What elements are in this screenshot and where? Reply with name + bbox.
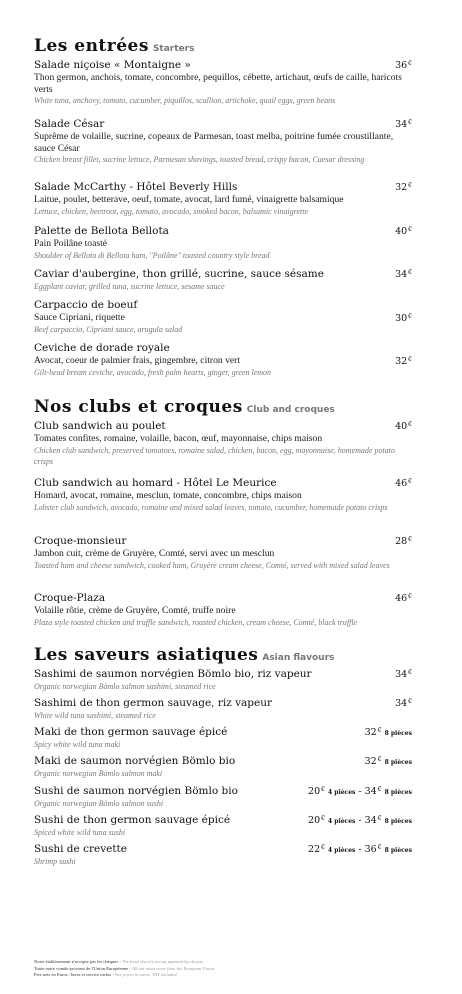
price-salade-nicoise: 36€ [395,60,412,71]
price-sushi-saumon: 20€ 4 pièces - 34€ 8 pièces [308,786,412,797]
item-name: Sushi de crevette [34,843,127,855]
item-description-fr: Avocat, coeur de palmier frais, gingembre, citron vert [34,355,241,366]
item-name: Sushi de thon germon sauvage épicé [34,814,231,826]
footer-notes [34,959,414,979]
price-palette-bellota: 40€ [395,226,412,237]
item-description-en: Spicy white wild tuna maki [34,740,121,749]
item-name: Salade niçoise « Montaigne » [34,59,191,71]
item-description-en: Organic norwegian Bömlo salmon maki [34,769,163,778]
section-heading: Les entrées [34,36,149,56]
footer-line: Notre établissement n'accepte pas les chèques - The hotel doesn't accept payment by cheque. [34,959,204,964]
item-description-en: White tuna, anchovy, tomato, cucumber, piquillos, scallion, artichoke, quail eggs, green beans [34,96,336,105]
item-name: Sashimi de thon germon sauvage, riz vapeur [34,697,272,709]
item-name: Sushi de saumon norvégien Bömlo bio [34,785,238,797]
section-subtitle: Asian flavours [262,653,335,663]
item-name: Club sandwich au poulet [34,420,166,432]
item-description-fr: Sauce Cipriani, riquette [34,312,125,323]
price-maki-saumon: 32€ 8 pièces [364,756,412,767]
menu-item-maki-thon [34,726,414,750]
section-heading: Nos clubs et croques [34,397,243,417]
menu-item-palette-bellota [34,225,414,261]
item-name: Caviar d'aubergine, thon grillé, sucrine, sauce sésame [34,268,324,280]
menu-item-club-homard [34,477,414,513]
menu-item-salade-mccarthy [34,181,414,217]
menu-item-sashimi-thon [34,697,414,721]
item-description-en: Beef carpaccio, Cipriani sauce, arugula salad [34,324,183,334]
item-description-fr: Thon germon, anchois, tomate, concombre, pequillos, cébette, artichaut, œufs de caille, haricots verts [34,72,402,95]
menu-item-croque-monsieur [34,535,414,571]
item-name: Salade César [34,118,105,130]
price-sashimi-saumon: 34€ [395,669,412,680]
item-description-en: Organic norwegian Bömlo salmon sushi [34,799,164,808]
footer-line: Prix nets en Euros. Taxes et service inclus - Net prices in euros. VAT included. [34,972,178,978]
item-description-en: Lobster club sandwich, avocado, romaine and mixed salad leaves, tomato, cucumber, homemade potato crisps [34,502,388,512]
menu-item-salade-cesar [34,118,414,165]
item-description-en: Toasted ham and cheese sandwich, cooked ham, Gruyère cream cheese, Comté, served with mixed salad leaves [34,560,390,570]
footer-line: Toute notre viande provient de l'Union Européenne - All our meat come from the European Union. [34,965,216,971]
menu-item-club-poulet [34,420,414,467]
item-description-fr: Tomates confites, romaine, volaille, bacon, œuf, mayonnaise, chips maison [34,433,323,444]
section-title-asiatiques [34,645,334,665]
item-description-en: Lettuce, chicken, beetroot, egg, tomato, avocado, smoked bacon, balsamic vinaigrette [34,206,308,216]
item-description-fr: Homard, avocat, romaine, mesclun, tomate, concombre, chips maison [34,490,302,501]
item-name: Sashimi de saumon norvégien Bömlo bio, riz vapeur [34,668,312,680]
item-description-en: Organic norwegian Bömlo salmon sashimi, steamed rice [34,682,216,691]
item-description-en: White wild tuna sashimi, steamed rice [34,711,156,720]
menu-item-carpaccio [34,299,414,335]
item-description-fr: Jambon cuit, crème de Gruyère, Comté, servi avec un mesclun [34,548,275,559]
section-title-entrees [34,36,194,56]
menu-item-croque-plaza [34,592,414,628]
price-sashimi-thon: 34€ [395,698,412,709]
item-name: Palette de Bellota Bellota [34,225,169,237]
menu-item-salade-nicoise [34,59,414,106]
item-name: Croque-Plaza [34,592,106,604]
item-description-en: Gilt-head bream ceviche, avocado, fresh palm hearts, ginger, green lemon [34,367,272,377]
item-name: Ceviche de dorade royale [34,342,170,354]
price-salade-cesar: 34€ [395,119,412,130]
price-club-poulet: 40€ [395,421,412,432]
price-sushi-crevette: 22€ 4 pièces - 36€ 8 pièces [308,844,412,855]
section-title-clubs [34,397,335,417]
item-name: Maki de saumon norvégien Bömlo bio [34,755,236,767]
menu-item-maki-saumon [34,755,414,779]
price-club-homard: 46€ [395,478,412,489]
item-name: Club sandwich au homard - Hôtel Le Meurice [34,477,277,489]
item-name: Croque-monsieur [34,535,127,547]
item-description-en: Plaza style toasted chicken and truffle sandwich, roasted chicken, cream cheese, Comté, black truffle [34,617,358,627]
price-croque-plaza: 46€ [395,593,412,604]
price-carpaccio: 30€ [395,313,412,324]
item-description-fr: Laitue, poulet, betterave, oeuf, tomate, avocat, lard fumé, vinaigrette balsamique [34,194,344,205]
menu-item-sashimi-saumon [34,668,414,692]
item-name: Salade McCarthy - Hôtel Beverly Hills [34,181,238,193]
price-maki-thon: 32€ 8 pièces [364,727,412,738]
item-description-en: Eggplant caviar, grilled tuna, sucrine lettuce, sesame sauce [34,282,225,291]
item-name: Maki de thon germon sauvage épicé [34,726,228,738]
section-subtitle: Starters [152,44,195,54]
item-description-fr: Suprême de volaille, sucrine, copeaux de Parmesan, toast melba, poitrine fumée croustillante, sauce César [34,131,394,154]
menu-item-caviar-aubergine [34,268,414,292]
section-subtitle: Club and croques [246,405,335,415]
item-description-fr: Volaille rôtie, crème de Gruyère, Comté, truffe noire [34,605,236,616]
price-croque-monsieur: 28€ [395,536,412,547]
item-description-fr: Pain Poilâne toasté [34,238,108,249]
item-description-en: Chicken breast fillet, sucrine lettuce, Parmesan shavings, toasted bread, crispy bacon, Caesar dressing [34,155,365,164]
section-heading: Les saveurs asiatiques [34,645,259,665]
price-salade-mccarthy: 32€ [395,182,412,193]
menu-item-ceviche [34,342,414,378]
item-description-en: Chicken club sandwich, preserved tomatoes, romaine salad, chicken, bacon, egg, mayonnaise, homemade potato crisps [34,445,395,466]
price-caviar-aubergine: 34€ [395,269,412,280]
item-description-en: Shrimp sushi [34,857,76,866]
item-description-en: Spiced white wild tuna sushi [34,828,126,837]
price-ceviche: 32€ [395,356,412,367]
item-description-en: Shoulder of Bellota di Bellota ham, "Poilâne" toasted country style bread [34,250,270,260]
item-name: Carpaccio de boeuf [34,299,138,311]
price-sushi-thon: 20€ 4 pièces - 34€ 8 pièces [308,815,412,826]
